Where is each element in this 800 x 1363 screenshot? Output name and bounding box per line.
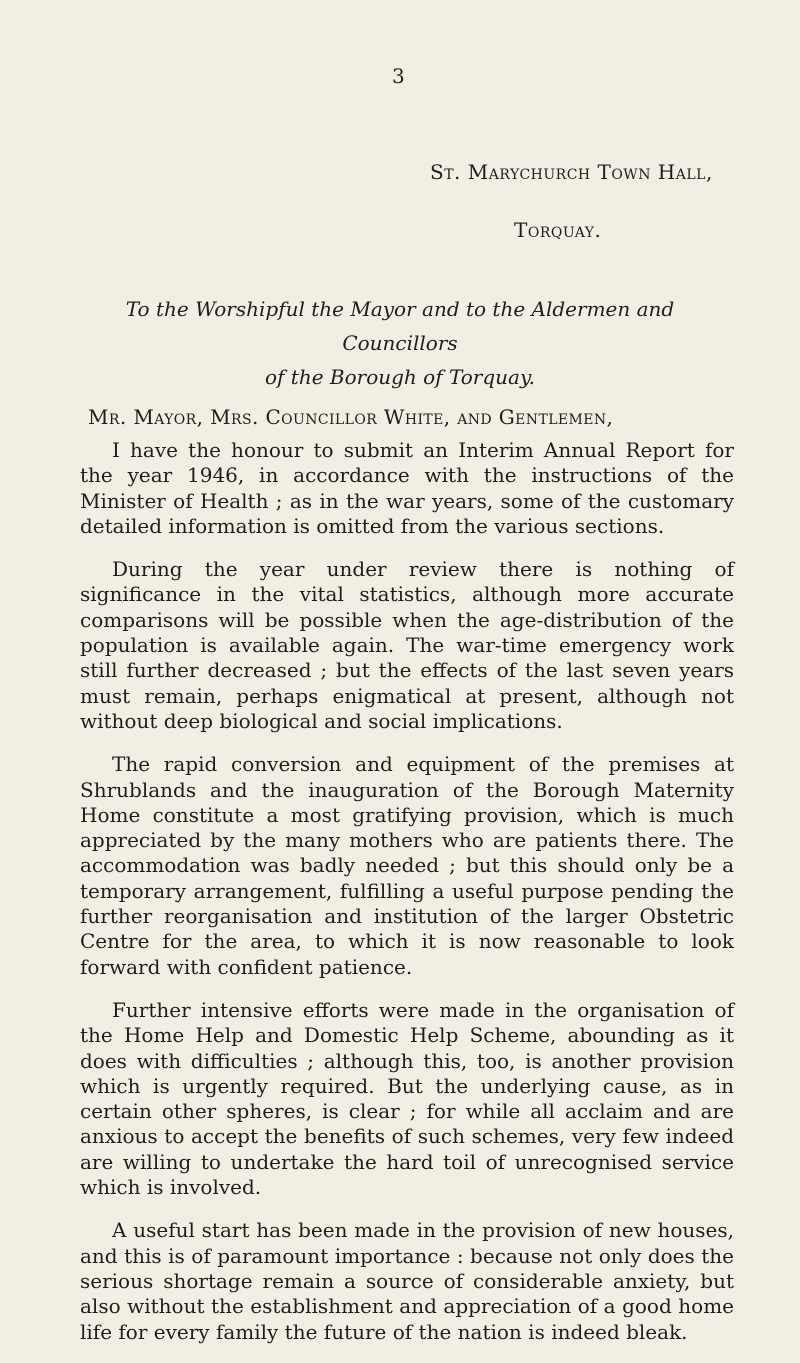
report-body — [80, 438, 734, 1363]
address-line-1: St. Marychurch Town Hall, — [430, 160, 713, 184]
addressee-line-1: To the Worshipful the Mayor and to the Aldermen and Councillors — [125, 297, 675, 355]
page-number: 3 — [392, 64, 405, 88]
address-line-2: Torquay. — [514, 218, 602, 242]
paragraph: During the year under review there is nothing of significance in the vital statistics, although more accurate comparisons will be possible when the age-distribution of the population is available again. The war-time emergency work still further decreased ; but the effects of the last seven years must remain, perhaps enigmatical at present, although not without deep biological and social implications. — [80, 557, 734, 733]
paragraph: Further intensive efforts were made in the organisation of the Home Help and Domestic Help Scheme, abounding as it does with difficulties ; although this, too, is another provision which is urgently required. But the underlying cause, as in certain other spheres, is clear ; for while all acclaim and are anxious to accept the benefits of such schemes, very few indeed are willing to undertake the hard toil of unrecognised service which is involved. — [80, 997, 734, 1200]
addressee-line-2: of the Borough of Torquay. — [265, 365, 535, 389]
greeting: Mr. Mayor, Mrs. Councillor White, and Gentlemen, — [88, 405, 614, 429]
addressee-block — [70, 292, 730, 394]
paragraph: The rapid conversion and equipment of the premises at Shrublands and the inauguration of the Borough Maternity Home constitute a most gratifying provision, which is much appreciated by the many mothers who are patients there. The accommodation was badly needed ; but this should only be a temporary arrangement, fulfilling a useful purpose pending the further reorganisation and institution of the larger Obstetric Centre for the area, to which it is now reasonable to look forward with confident patience. — [80, 752, 734, 979]
paragraph: I have the honour to submit an Interim Annual Report for the year 1946, in accordance with the instructions of the Minister of Health ; as in the war years, some of the customary detailed information is omitted from the various sections. — [80, 438, 734, 538]
paragraph: A useful start has been made in the provision of new houses, and this is of paramount importance : because not only does the serious shortage remain a source of considerable anxiety, but also without the establishment and appreciation of a good home life for every family the future of the nation is indeed bleak. — [80, 1218, 734, 1344]
